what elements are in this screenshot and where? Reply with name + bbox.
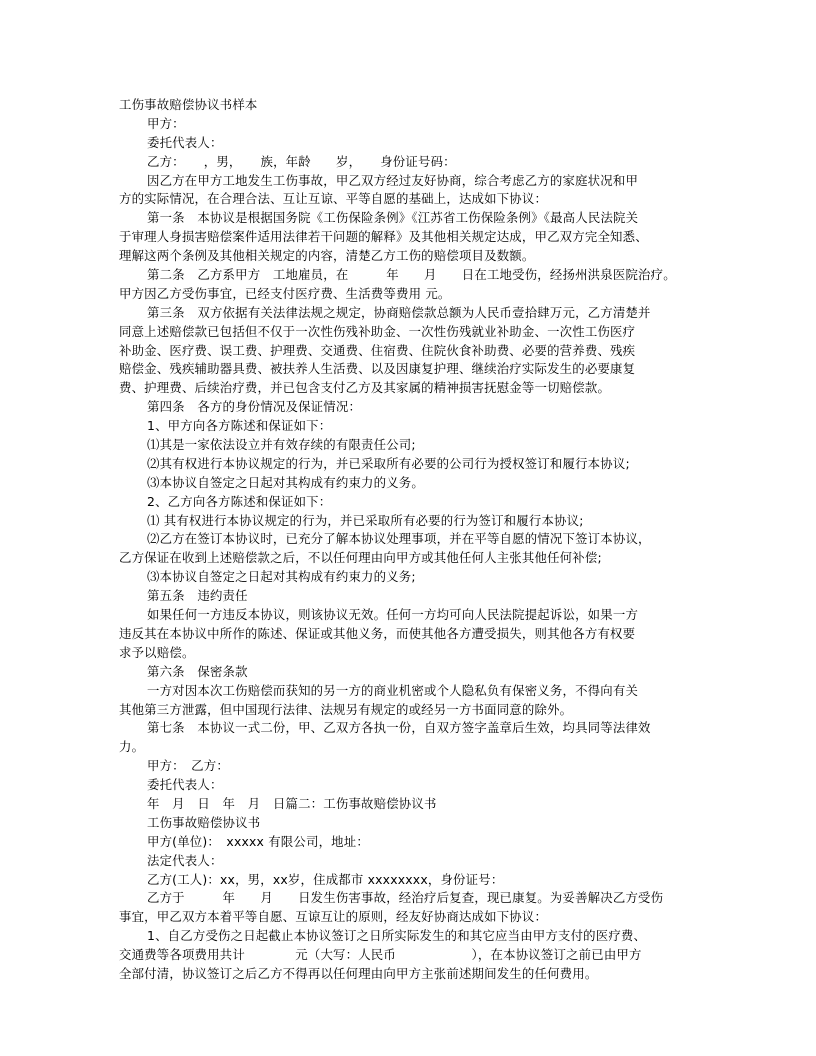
text-line: ⑶本协议自签定之日起对其构成有约束力的义务。 [147,474,424,490]
text-line: 第一条 本协议是根据国务院《工伤保险条例》《江苏省工伤保险条例》《最高人民法院关 [147,210,639,226]
text-line: 交通费等各项费用共计 元（大写：人民币 ），在本协议签订之前已由甲方 [119,947,642,963]
text-line: 一方对因本次工伤赔偿而获知的另一方的商业机密或个人隐私负有保密义务，不得向有关 [147,682,639,698]
text-line: 第七条 本协议一式二份，甲、乙双方各执一份，自双方签字盖章后生效，均具同等法律效 [147,720,651,736]
text-line: 第四条 各方的身份情况及保证情况： [147,399,362,415]
text-line: 乙方保证在收到上述赔偿款之后，不以任何理由向甲方或其他任何人主张其他任何补偿; [119,550,602,566]
text-line: 法定代表人： [147,852,223,868]
text-line: 乙方： ，男， 族，年龄 岁， 身份证号码： [147,153,456,169]
text-line: 甲方： [147,115,185,131]
text-line: 费、护理费、后续治疗费，并已包含支付乙方及其家属的精神损害抚慰金等一切赔偿款。 [119,380,611,396]
text-line: 因乙方在甲方工地发生工伤事故，甲乙双方经过友好协商，综合考虑乙方的家庭状况和甲 [147,172,639,188]
text-line: 甲方： 乙方： [147,758,229,774]
text-line: 甲方(单位)： xxxxx 有限公司，地址： [147,833,369,849]
text-line: 补助金、医疗费、误工费、护理费、交通费、住宿费、住院伙食补助费、必要的营养费、残疾 [119,342,636,358]
text-line: 1、甲方向各方陈述和保证如下： [147,418,332,434]
text-line: 1、自乙方受伤之日起截止本协议签订之日所实际发生的和其它应当由甲方支付的医疗费、 [147,928,647,944]
text-line: 方的实际情况，在合理合法、互让互谅、平等自愿的基础上，达成如下协议： [119,191,548,207]
document-title: 工伤事故赔偿协议书样本 [119,97,258,112]
text-line: 年 月 日 年 月 日篇二：工伤事故赔偿协议书 [147,795,437,811]
text-line: 如果任何一方违反本协议，则该协议无效。任何一方均可向人民法院提起诉讼，如果一方 [147,607,639,623]
text-line: ⑴其是一家依法设立并有效存续的有限责任公司; [147,437,416,453]
text-line: 理解这两个条例及其他相关规定的内容，清楚乙方工伤的赔偿项目及数额。 [119,248,535,264]
text-line: 乙方于 年 月 日发生伤害事故，经治疗后复查，现已康复。为妥善解决乙方受伤 [147,890,664,906]
text-line: 甲方因乙方受伤事宜，已经支付医疗费、生活费等费用 元。 [119,285,451,301]
text-line: ⑵其有权进行本协议规定的行为，并已采取所有必要的公司行为授权签订和履行本协议; [147,455,630,471]
text-line: 工伤事故赔偿协议书 [147,814,261,830]
text-line: ⑵乙方在签订本协议时，已充分了解本协议处理事项，并在平等自愿的情况下签订本协议， [147,531,651,547]
text-line: 其他第三方泄露，但中国现行法律、法规另有规定的或经另一方书面同意的除外。 [119,701,573,717]
text-line: 全部付清，协议签订之后乙方不得再以任何理由向甲方主张前述期间发生的任何费用。 [119,965,598,981]
text-line: 第三条 双方依据有关法律法规之规定，协商赔偿款总额为人民币壹拾肆万元，乙方清楚并 [147,304,651,320]
text-line: 同意上述赔偿款已包括但不仅于一次性伤残补助金、一次性伤残就业补助金、一次性工伤医疗 [119,323,636,339]
text-line: 求予以赔偿。 [119,644,195,660]
text-line: 事宜，甲乙双方本着平等自愿、互谅互让的原则，经友好协商达成如下协议： [119,909,548,925]
text-line: 于审理人身损害赔偿案件适用法律若干问题的解释》及其他相关规定达成，甲乙双方完全知悉、 [119,229,648,245]
text-line: 委托代表人： [147,134,223,150]
text-line: 第六条 保密条款 [147,663,248,679]
text-line: 委托代表人： [147,777,223,793]
text-line: 2、乙方向各方陈述和保证如下： [147,493,332,509]
text-line: 第五条 违约责任 [147,588,248,604]
text-line: ⑴ 其有权进行本协议规定的行为，并已采取所有必要的行为签订和履行本协议; [147,512,584,528]
text-line: ⑶本协议自签定之日起对其构成有约束力的义务; [147,569,416,585]
text-line: 违反其在本协议中所作的陈述、保证或其他义务，而使其他各方遭受损失，则其他各方有权要 [119,625,636,641]
text-line: 第二条 乙方系甲方 工地雇员，在 年 月 日在工地受伤，经扬州洪泉医院治疗。 [147,267,676,283]
text-line: 赔偿金、残疾辅助器具费、被扶养人生活费、以及因康复护理、继续治疗实际发生的必要康复 [119,361,636,377]
text-line: 力。 [119,739,145,755]
text-line: 乙方(工人)：xx，男，xx岁，住成都市 xxxxxxxx，身份证号： [147,871,504,887]
document-body [119,96,699,984]
